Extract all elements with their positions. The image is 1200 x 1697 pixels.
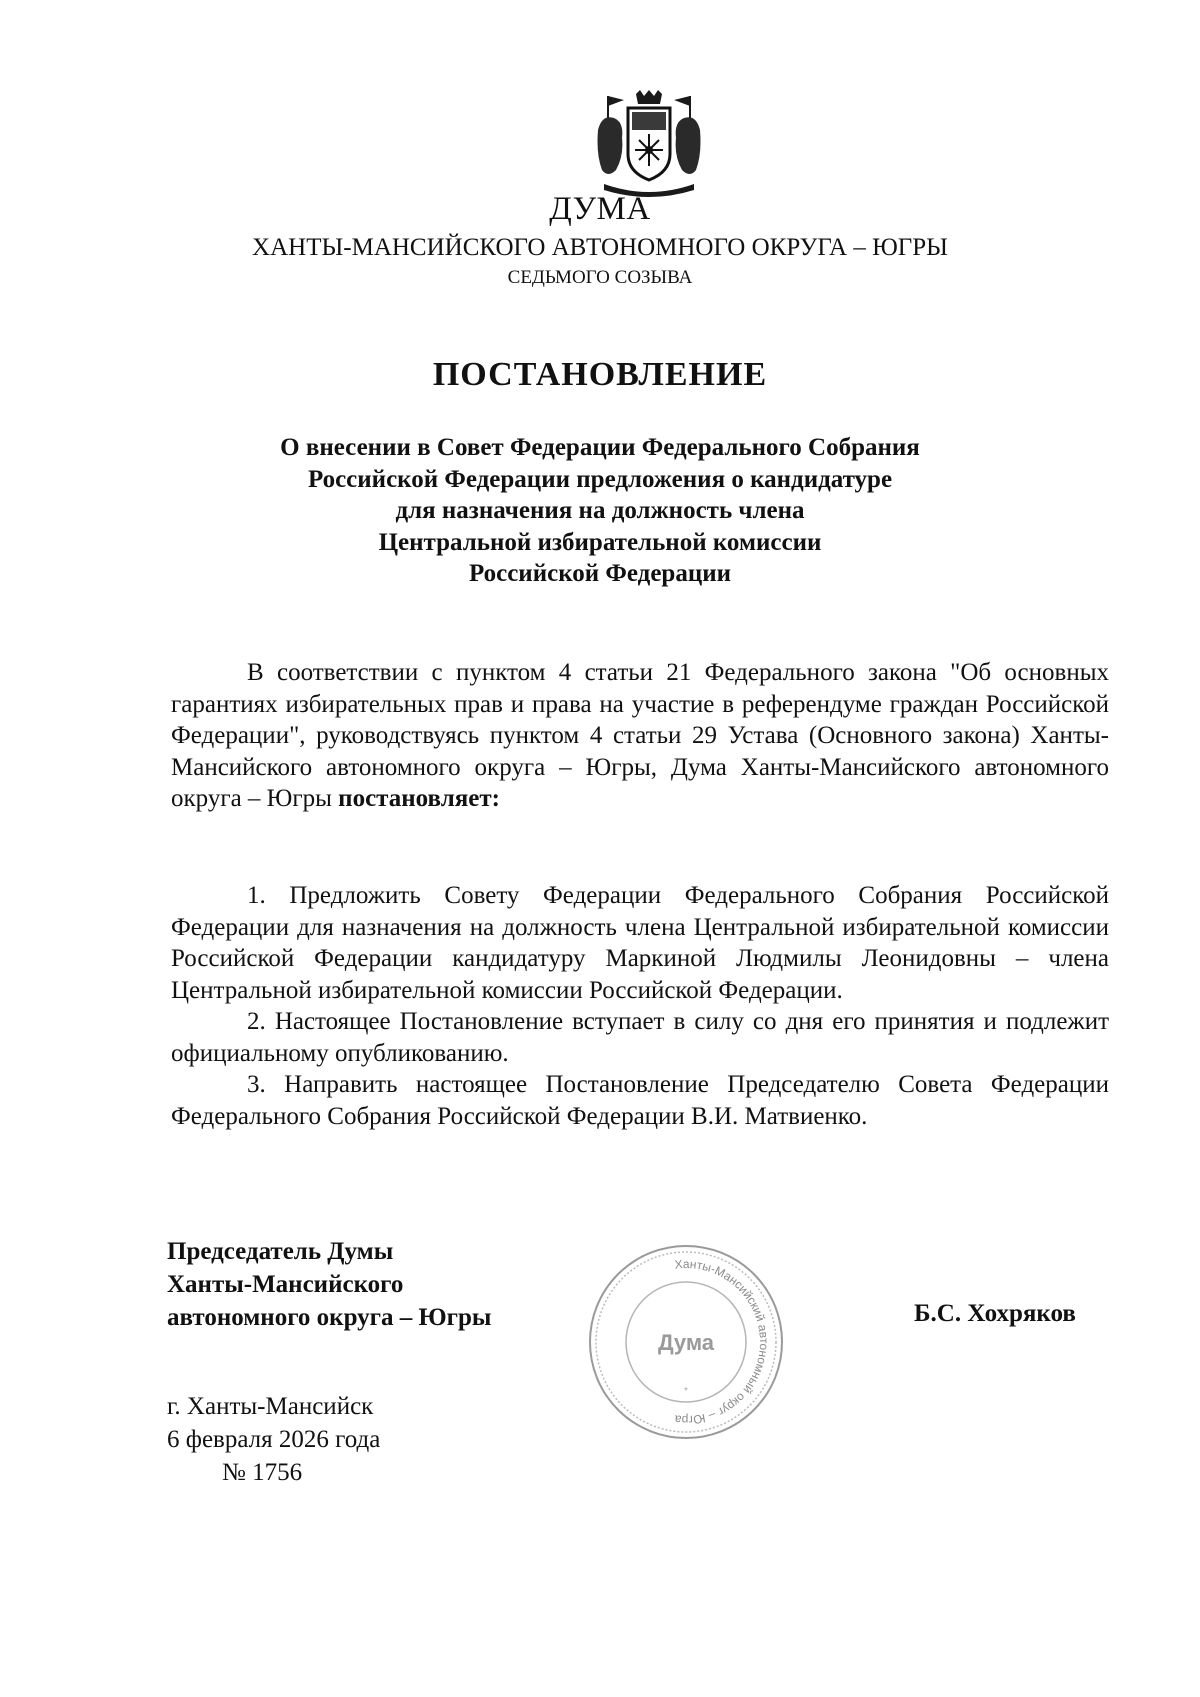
- resolution-item: 2. Настоящее Постановление вступает в силу со дня его принятия и подлежит официальному опубликованию.: [171, 1008, 1109, 1067]
- document-subject: [0, 432, 1200, 590]
- seal-ring-text: Ханты-Мансийский автономный округ – Югра: [673, 1256, 772, 1428]
- org-convocation: СЕДЬМОГО СОЗЫВА: [507, 267, 693, 288]
- official-seal: [586, 1242, 786, 1442]
- resolution-item: 3. Направить настоящее Постановление Председателю Совета Федерации Федерального Собрания Российской Федерации В.И. Матвиенко.: [171, 1071, 1109, 1130]
- signer-name: Б.С. Хохряков: [914, 1300, 1076, 1327]
- signatory-title-line: Ханты-Мансийского: [167, 1271, 404, 1298]
- resolution-item: 1. Предложить Совету Федерации Федерального Собрания Российской Федерации для назначения на должность члена Центральной избирательной комиссии Российской Федерации кандидатуру Маркиной Людмилы Леонидовны – члена Центральной избирательной комиссии Российской Федерации.: [171, 882, 1109, 1004]
- document-date: 6 февраля 2026 года: [167, 1426, 381, 1453]
- subject-line: Центральной избирательной комиссии: [378, 528, 822, 556]
- coat-of-arms-icon: [594, 90, 704, 198]
- document-type-title: ПОСТАНОВЛЕНИЕ: [432, 356, 768, 393]
- preamble-verb: постановляет:: [338, 785, 500, 812]
- subject-line: Российской Федерации: [468, 560, 732, 587]
- document-place-date: [167, 1390, 380, 1489]
- signatory-title: [167, 1235, 491, 1334]
- subject-line: О внесении в Совет Федерации Федерального Собрания: [280, 434, 920, 461]
- resolution-items: [171, 880, 1109, 1132]
- org-region: ХАНТЫ-МАНСИЙСКОГО АВТОНОМНОГО ОКРУГА – ЮГРЫ: [252, 234, 948, 261]
- org-name: ДУМА: [549, 191, 651, 227]
- preamble-paragraph: [171, 657, 1109, 815]
- document-place: г. Ханты-Мансийск: [167, 1393, 374, 1420]
- seal-star-icon: *: [684, 1386, 688, 1397]
- preamble-text: В соответствии с пунктом 4 статьи 21 Федерального закона "Об основных гарантиях избирательных прав и права на участие в референдуме граждан Российской Федерации", руководствуясь пунктом 4 статьи 29 Устава (Основного закона) Ханты-Мансийского автономного округа – Югры, Дума Ханты-Мансийского автономного округа – Югры: [171, 659, 1109, 812]
- subject-line: для назначения на должность члена: [395, 497, 805, 524]
- seal-center-text: Дума: [657, 1330, 715, 1355]
- document-number: № 1756: [222, 1459, 303, 1486]
- signatory-title-line: Председатель Думы: [167, 1238, 394, 1265]
- subject-line: Российской Федерации предложения о кандидатуре: [307, 465, 893, 493]
- signatory-title-line: автономного округа – Югры: [167, 1304, 492, 1331]
